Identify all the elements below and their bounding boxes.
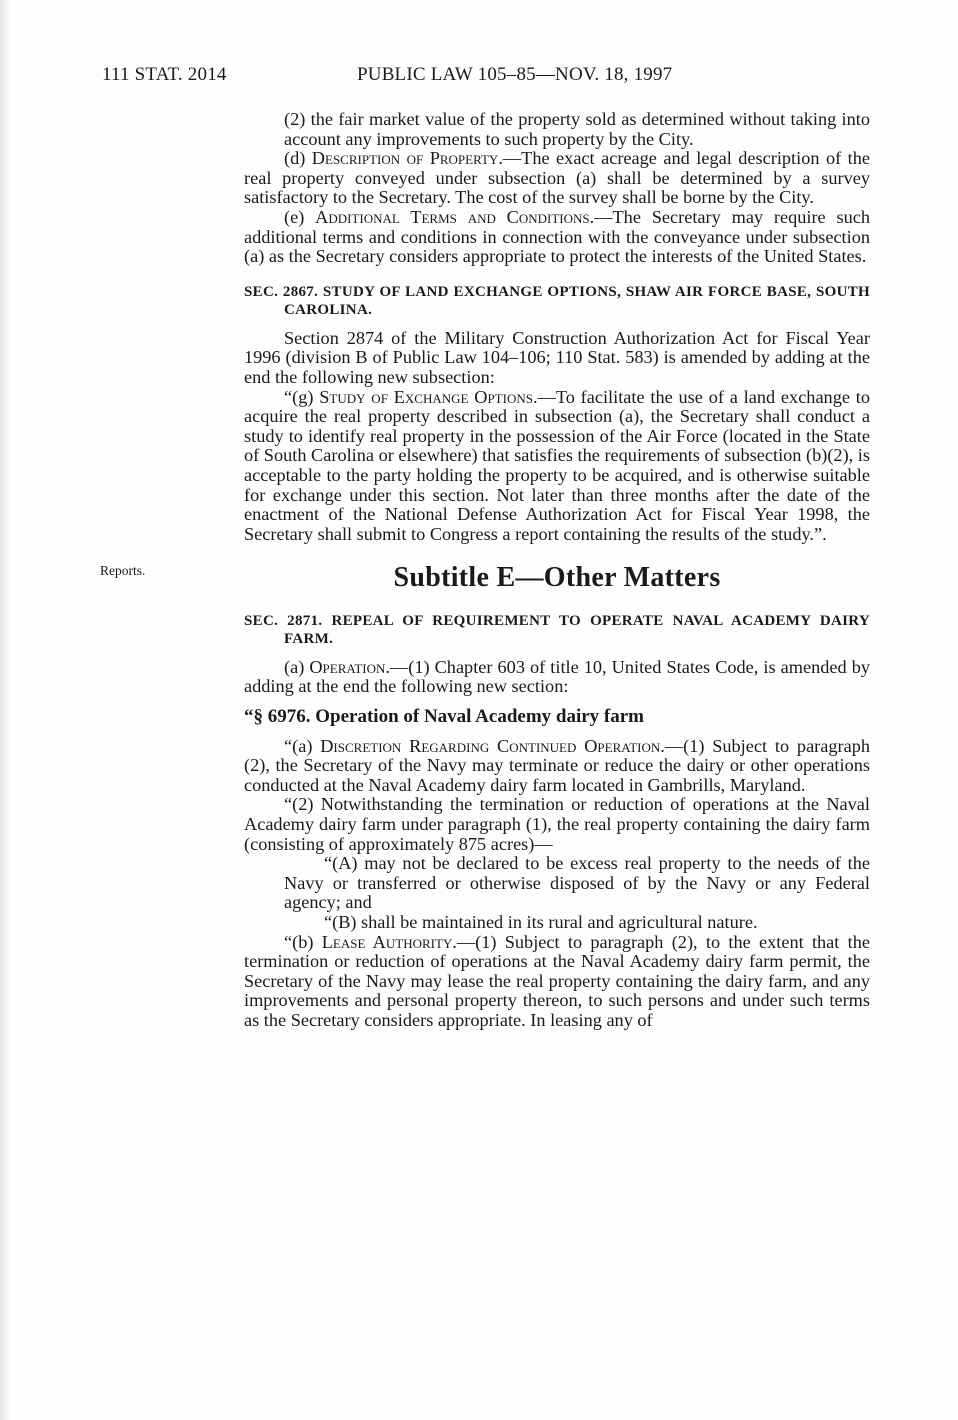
section-6976-b [244, 933, 870, 1031]
section-6976-a2B: “(B) shall be maintained in its rural and agricultural nature. [324, 912, 758, 932]
section-2867-heading: SEC. 2867. STUDY OF LAND EXCHANGE OPTIONS, SHAW AIR FORCE BASE, SOUTH CAROLINA. [244, 283, 870, 318]
section-6976-a-label: “(a) [284, 735, 321, 756]
section-2871-heading: SEC. 2871. REPEAL OF REQUIREMENT TO OPERATE NAVAL ACADEMY DAIRY FARM. [244, 612, 870, 647]
paragraph-d-label: (d) [284, 148, 312, 169]
paragraph-e-caption: Additional Terms and Conditions [315, 206, 590, 227]
paragraph-d-text: .—The exact acreage and legal description of the real property conveyed under subsection (a) shall be determined by a survey satisfactory to the Secretary. The cost of the survey shall be borne by the City. [244, 148, 870, 208]
section-6976-a-text: .—(1) Subject to paragraph (2), the Secretary of the Navy may terminate or reduce the dairy or other operations conducted at the Naval Academy dairy farm located in Gambrills, Maryland. [244, 735, 871, 795]
paragraph-e-text: .—The Secretary may require such additional terms and conditions in connection with the conveyance under subsection (a) as the Secretary considers appropriate to protect the interests of the United States. [244, 206, 870, 267]
subsection-g-caption: Study of Exchange Options [319, 386, 533, 407]
section-2867-intro: Section 2874 of the Military Construction Authorization Act for Fiscal Year 1996 (division B of Public Law 104–106; 110 Stat. 583) is amended by adding at the end the following new subsection: [244, 327, 870, 387]
page-header [102, 64, 862, 90]
document-body [244, 110, 870, 1031]
section-6976-b-caption: Lease Authority [321, 931, 453, 952]
section-6976-title: “§ 6976. Operation of Naval Academy dairy farm [244, 706, 645, 728]
public-law-citation: PUBLIC LAW 105–85—NOV. 18, 1997 [357, 64, 673, 85]
margin-note-reports: Reports. [100, 563, 146, 578]
section-6976-a2A: “(A) may not be declared to be excess real property to the needs of the Navy or transferred or otherwise disposed of by the Navy or any Federal agency; and [284, 853, 870, 913]
section-6976-a-caption: Discretion Regarding Continued Operation [320, 735, 661, 756]
subsection-a-label: (a) [284, 656, 310, 677]
paragraph-c2: (2) the fair market value of the property sold as determined without taking into account any improvements to such property by the City. [284, 109, 870, 149]
subsection-g-label: “(g) [284, 386, 320, 407]
subsection-a-operation [244, 658, 870, 697]
subsection-a-text: .—(1) Chapter 603 of title 10, United States Code, is amended by adding at the end the following new section: [244, 656, 870, 697]
subsection-g-text: .—To facilitate the use of a land exchange to acquire the real property described in subsection (a), the Secretary shall conduct a study to identify real property in the possession of the Air Force (located in the State of South Carolina or elsewhere) that satisfies the requirements of subsection (b)(2), is acceptable to the party holding the property to be acquired, and is otherwise suitable for exchange under this section. Not later than three months after the date of the enactment of the National Defense Authorization Act for Fiscal Year 1998, the Secretary shall submit to Congress a report containing the results of the study.”. [244, 386, 870, 544]
page-edge-shadow [0, 0, 10, 1420]
subtitle-heading: Subtitle E—Other Matters [393, 562, 721, 594]
paragraph-d [244, 149, 870, 208]
spacer [244, 267, 870, 283]
paragraph-e-label: (e) [284, 206, 316, 227]
section-6976-a [244, 737, 870, 796]
paragraph-d-caption: Description of Property [311, 148, 499, 169]
section-6976-a2: “(2) Notwithstanding the termination or reduction of operations at the Naval Academy dairy farm under paragraph (1), the real property containing the dairy farm (consisting of approximately 875 acres)— [244, 794, 870, 854]
subsection-g [244, 388, 870, 545]
section-6976-b-label: “(b) [284, 931, 322, 952]
stat-citation: 111 STAT. 2014 [102, 64, 227, 85]
paragraph-e [244, 208, 870, 267]
section-6976-b-text: .—(1) Subject to paragraph (2), to the extent that the termination or reduction of operations at the Naval Academy dairy farm permit, the Secretary of the Navy may lease the real property containing the dairy farm, and any improvements and personal property thereon, to such persons and under such terms as the Secretary considers appropriate. In leasing any of [244, 931, 870, 1030]
subsection-a-caption: Operation [309, 656, 386, 677]
